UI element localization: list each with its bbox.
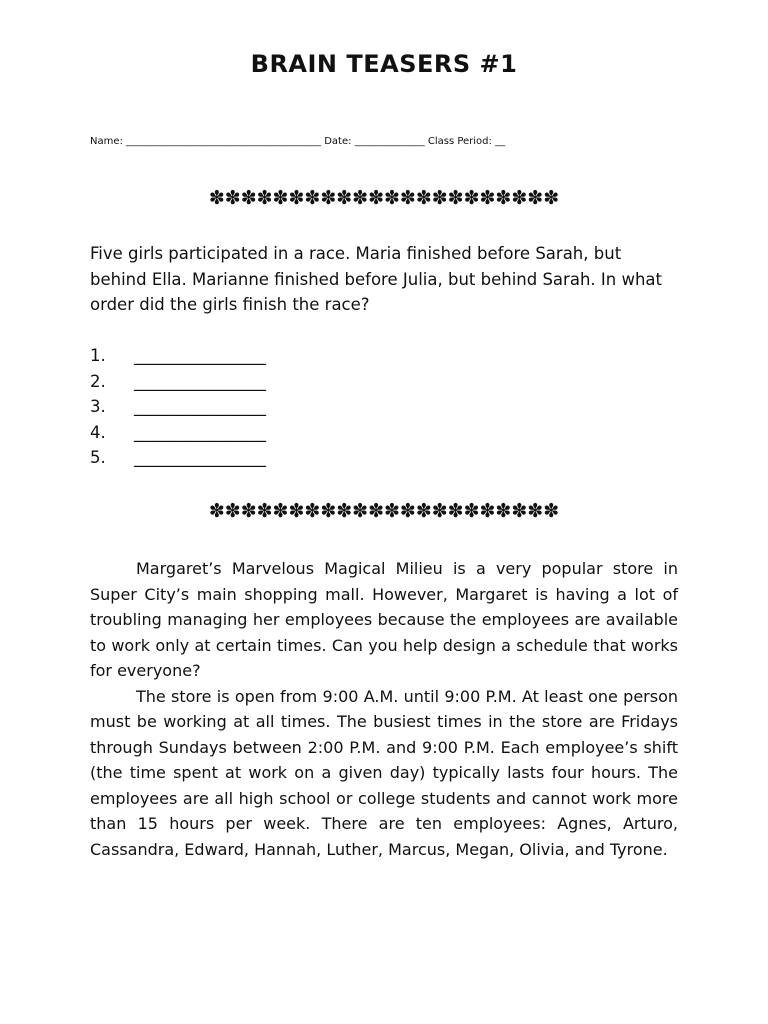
answer-number: 2. bbox=[90, 371, 106, 391]
schedule-paragraph-intro: Margaret’s Marvelous Magical Milieu is a very popular store in Super City’s main shopping mall. However, Margaret is having a lot of troubling managing her employees because the employees are available to work only at certain times. Can you help design a schedule that works for everyone? bbox=[90, 559, 678, 680]
answer-number: 4. bbox=[90, 422, 106, 442]
answer-row bbox=[90, 420, 266, 446]
answer-row bbox=[90, 343, 266, 369]
answer-number: 1. bbox=[90, 346, 106, 365]
answer-blank: ________________ bbox=[134, 371, 266, 391]
answer-list bbox=[90, 343, 266, 471]
schedule-puzzle bbox=[90, 556, 678, 862]
answer-number: 5. bbox=[90, 448, 106, 467]
answer-blank: ________________ bbox=[134, 422, 266, 442]
answer-row bbox=[90, 445, 266, 471]
answer-blank: ________________ bbox=[134, 397, 266, 416]
answer-blank: ________________ bbox=[134, 448, 266, 467]
flower-divider: ✽✽✽✽✽✽✽✽✽✽✽✽✽✽✽✽✽✽✽✽✽✽ bbox=[208, 500, 560, 522]
answer-blank: ________________ bbox=[134, 346, 266, 365]
answer-number: 3. bbox=[90, 397, 106, 416]
answer-row bbox=[90, 369, 266, 395]
schedule-paragraph-details: The store is open from 9:00 A.M. until 9:00 P.M. At least one person must be working at all times. The busiest times in the store are Fridays through Sundays between 2:00 P.M. and 9:00 P.M. Each employee’s shift (the time spent at work on a given day) typically lasts four hours. The employees are all high school or college students and cannot work more than 15 hours per week. There are ten employees: Agnes, Arturo, Cassandra, Edward, Hannah, Luther, Marcus, Megan, Olivia, and Tyrone. bbox=[90, 686, 678, 859]
page-title: BRAIN TEASERS #1 bbox=[250, 50, 518, 78]
answer-row bbox=[90, 394, 266, 420]
flower-divider: ✽✽✽✽✽✽✽✽✽✽✽✽✽✽✽✽✽✽✽✽✽✽ bbox=[208, 187, 560, 209]
name-date-class-line: Name: _______________________________________ Date: ______________ Class Period: __ bbox=[90, 136, 506, 147]
race-puzzle-text: Five girls participated in a race. Maria finished before Sarah, but behind Ella. Marianne finished before Julia, but behind Sarah. In what order did the girls finish the race? bbox=[90, 244, 662, 314]
